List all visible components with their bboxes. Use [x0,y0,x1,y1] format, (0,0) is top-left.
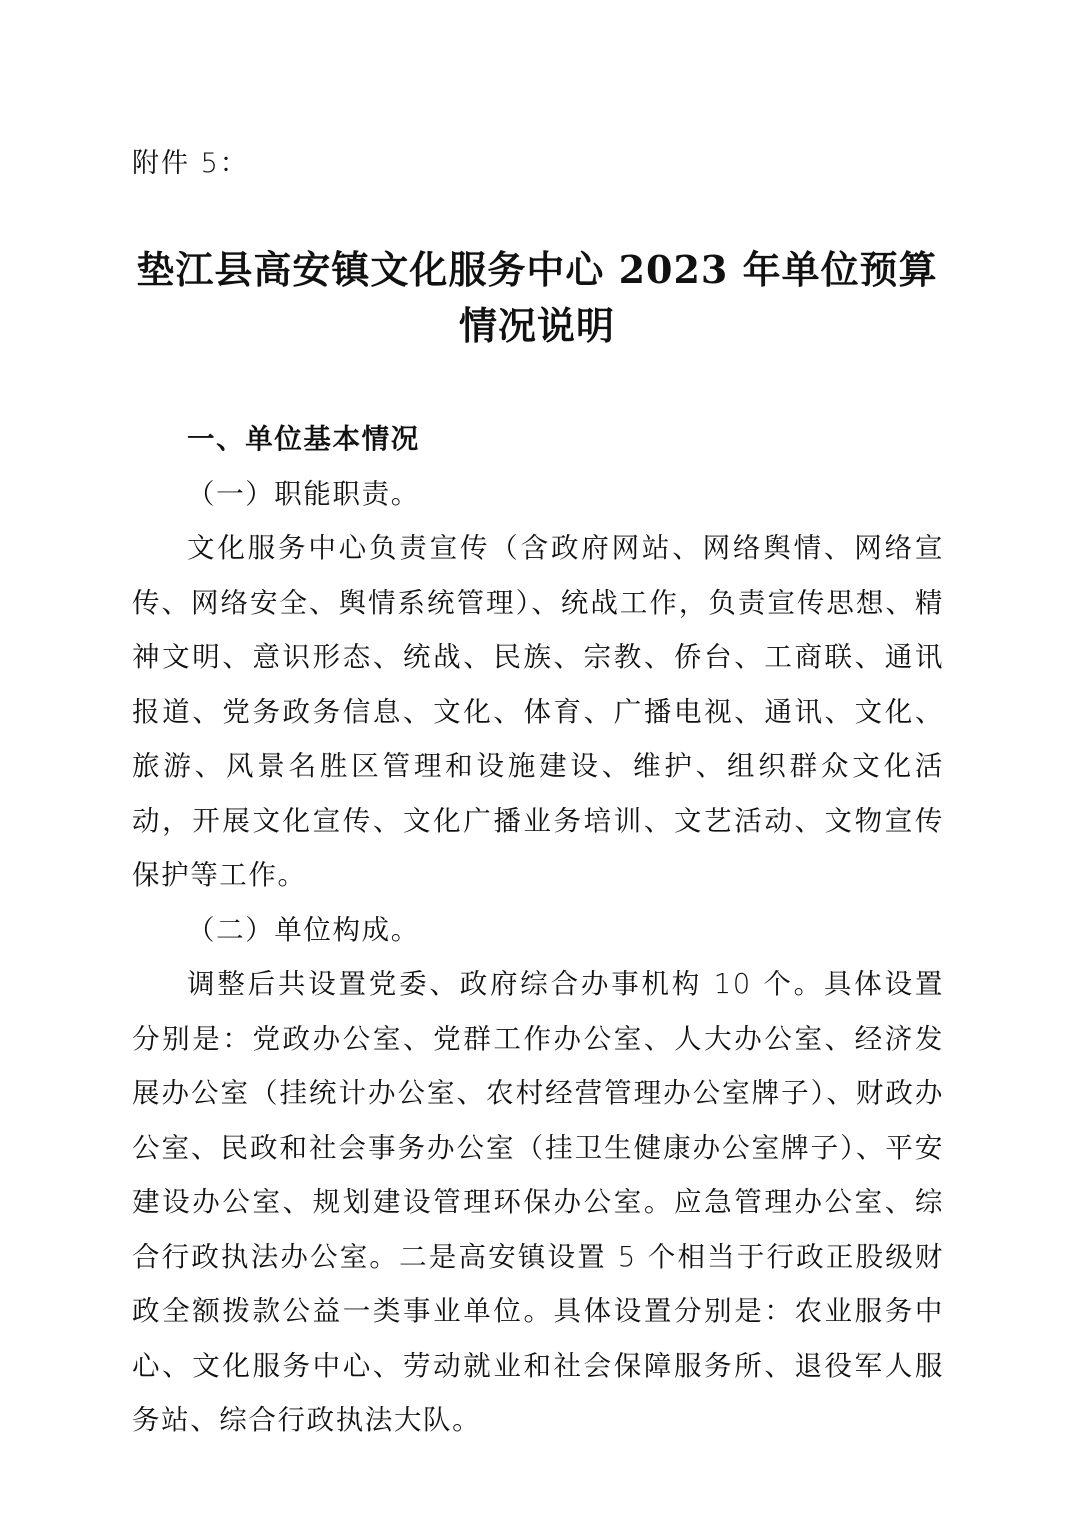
subsection-heading-composition: （二）单位构成。 [187,913,420,946]
duties-paragraph: 文化服务中心负责宣传（含政府网站、网络舆情、网络宣传、网络安全、舆情系统管理）、统战工作，负责宣传思想、精神文明、意识形态、统战、民族、宗教、侨台、工商联、通讯报道、党务政务信息、文化、体育、广播电视、通讯、文化、旅游、风景名胜区管理和设施建设、维护、组织群众文化活动，开展文化宣传、文化广播业务培训、文艺活动、文物宣传保护等工作。 [132,532,944,891]
title-line-2: 情况说明 [458,303,615,348]
subsection-heading-duties: （一）职能职责。 [187,477,420,510]
section-heading-basic-info: 一、单位基本情况 [187,423,420,455]
attachment-label: 附件 5： [132,148,249,179]
composition-paragraph: 调整后共设置党委、政府综合办事机构 10 个。具体设置分别是：党政办公室、党群工作办公室、人大办公室、经济发展办公室（挂统计办公室、农村经营管理办公室牌子）、财政办公室、民政和社会事务办公室（挂卫生健康办公室牌子）、平安建设办公室、规划建设管理环保办公室。应急管理办公室、综合行政执法办公室。二是高安镇设置 5 个相当于行政正股级财政全额拨款公益一类事业单位。具体设置分别是：农业服务中心、文化服务中心、劳动就业和社会保障服务所、退役军人服务站、综合行政执法大队。 [132,968,944,1436]
document-body [132,412,944,1448]
document-title [120,242,954,354]
title-line-1: 垫江县高安镇文化服务中心 2023 年单位预算 [136,247,938,292]
